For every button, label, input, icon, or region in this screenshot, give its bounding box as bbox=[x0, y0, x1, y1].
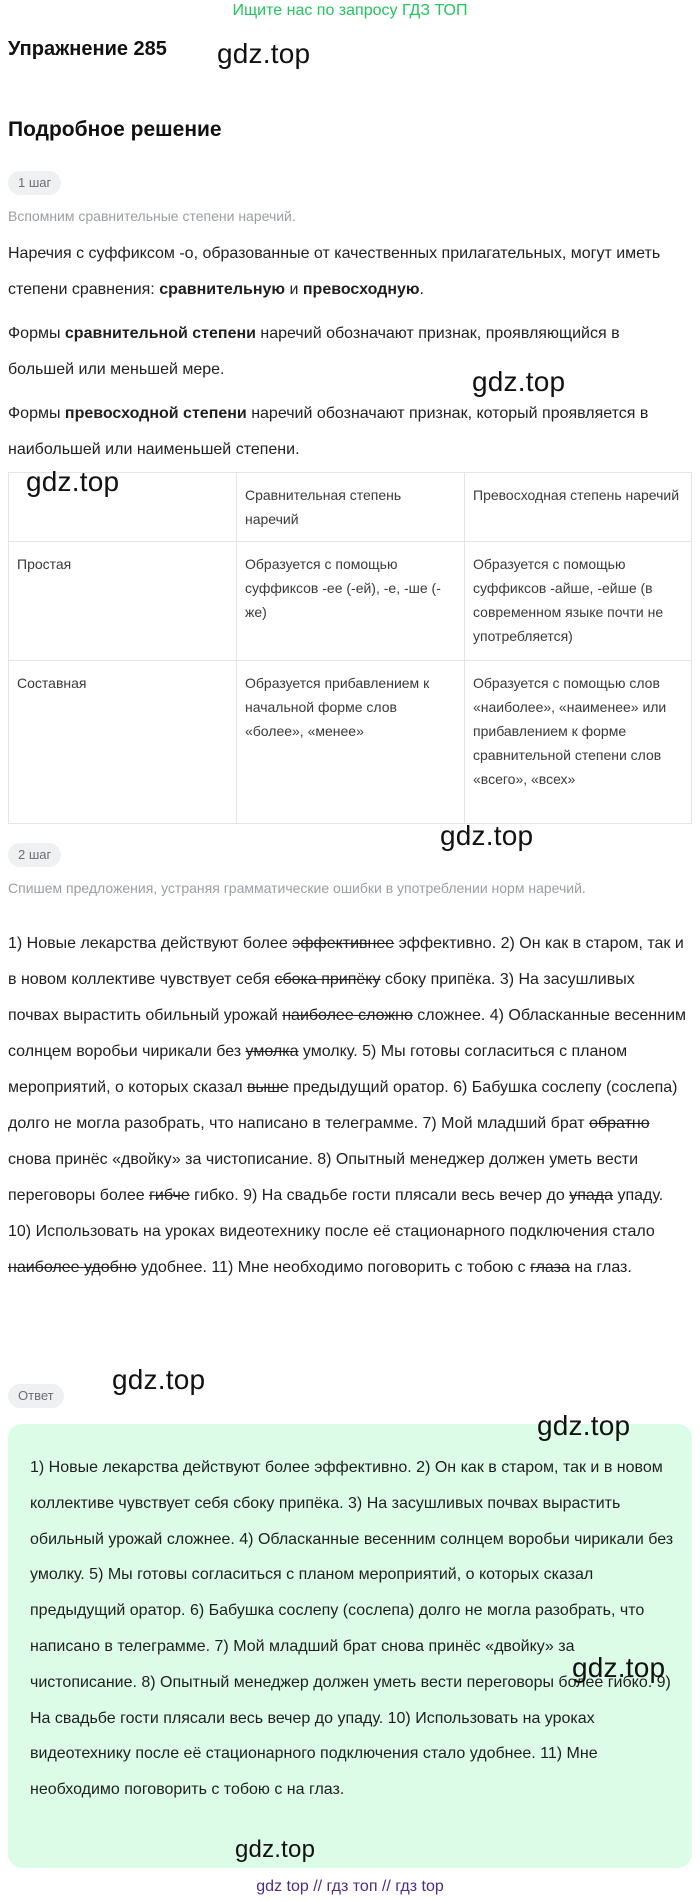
footer-links[interactable]: gdz top // гдз топ // гдз top bbox=[256, 1878, 444, 1895]
table-cell: Составная bbox=[9, 661, 237, 824]
answer-box bbox=[8, 1424, 692, 1868]
struck-word: обратно bbox=[589, 1115, 650, 1132]
sentence-text: сбоку припёка. 3) На засушливых почвах вырастить обильный урожай bbox=[8, 971, 635, 1024]
struck-word: гибче bbox=[149, 1187, 190, 1204]
text: и bbox=[285, 281, 303, 298]
struck-word: выше bbox=[247, 1079, 289, 1096]
bold-term: сравнительной степени bbox=[64, 325, 256, 342]
sentence-text: сложнее. 4) Обласканные весенним солнцем воробьи чирикали без bbox=[8, 1007, 687, 1060]
table-header-cell: Сравнительная степень наречий bbox=[237, 473, 465, 542]
answer-badge: Ответ bbox=[8, 1384, 64, 1408]
struck-word: упада bbox=[569, 1187, 613, 1204]
struck-word: наиболее удобно bbox=[8, 1259, 137, 1276]
search-banner[interactable]: Ищите нас по запросу ГДЗ ТОП bbox=[232, 2, 468, 19]
watermark: gdz.top bbox=[112, 1364, 206, 1395]
step-1-badge: 1 шаг bbox=[8, 171, 61, 195]
solution-title: Подробное решение bbox=[8, 118, 222, 141]
struck-word: умолка bbox=[245, 1043, 299, 1060]
sentence-text: на глаз. bbox=[569, 1259, 632, 1276]
bold-term: превосходной степени bbox=[64, 405, 247, 422]
watermark: gdz.top bbox=[572, 1652, 666, 1683]
text: . bbox=[419, 281, 424, 298]
step-1-paragraph-1 bbox=[8, 236, 688, 308]
sentence-text: эффективно. 2) Он как в старом, так и в новом коллективе чувствует себя bbox=[8, 935, 684, 988]
table-cell: Образуется с помощью слов «наиболее», «наименее» или прибавлением к форме сравнительной степени слов «всего», «всех» bbox=[465, 661, 692, 824]
watermark: gdz.top bbox=[440, 820, 534, 851]
watermark: gdz.top bbox=[26, 466, 120, 497]
bold-term: превосходную bbox=[302, 281, 420, 298]
text: Формы bbox=[8, 325, 65, 342]
table-row bbox=[9, 661, 692, 824]
watermark: gdz.top bbox=[235, 1836, 316, 1863]
text: наречий обозначают признак, проявляющийся в большей или меньшей мере. bbox=[8, 325, 620, 378]
watermark: gdz.top bbox=[537, 1410, 631, 1441]
step-1-paragraph-2 bbox=[8, 316, 688, 388]
degrees-table bbox=[8, 472, 692, 824]
answer-text: 1) Новые лекарства действуют более эффективно. 2) Он как в старом, так и в новом коллективе чувствует себя сбоку припёка. 3) На засушливых почвах вырастить обильный урожай сложнее. 4) Обласканные весенним солнцем воробьи чирикали без умолку. 5) Мы готовы согласиться с планом мероприятий, о которых сказал предыдущий оратор. 6) Бабушка сослепу (сослепа) долго не могла разобрать, что написано в телеграмме. 7) Мой младший брат снова принёс «двойку» за чистописание. 8) Опытный менеджер должен уметь вести переговоры более гибко. 9) На свадьбе гости плясали весь вечер до упаду. 10) Использовать на уроках видеотехнику после её стационарного подключения стало удобнее. 11) Мне необходимо поговорить с тобою с на глаз. bbox=[30, 1459, 674, 1799]
sentence-text: удобнее. 11) Мне необходимо поговорить с тобою с bbox=[136, 1259, 531, 1276]
step-2-note: Спишем предложения, устраняя грамматические ошибки в употреблении норм наречий. bbox=[8, 880, 586, 896]
exercise-title: Упражнение 285 bbox=[8, 38, 167, 60]
text: Наречия с суффиксом -о, образованные от качественных прилагательных, могут иметь степени сравнения: bbox=[8, 245, 661, 298]
text: наречий обозначают признак, который проявляется в наибольшей или наименьшей степени. bbox=[8, 405, 649, 458]
sentence-text: 1) Новые лекарства действуют более bbox=[8, 935, 293, 952]
sentence-text: снова принёс «двойку» за чистописание. 8) Опытный менеджер должен уметь вести переговоры более bbox=[8, 1151, 639, 1204]
watermark: gdz.top bbox=[472, 366, 566, 397]
sentence-text: упаду. 10) Использовать на уроках видеотехнику после её стационарного подключения стало bbox=[8, 1187, 664, 1240]
text: Формы bbox=[8, 405, 65, 422]
table-cell: Образуется с помощью суффиксов -ее (-ей), -е, -ше (-же) bbox=[237, 542, 465, 661]
step-2-sentences bbox=[8, 926, 688, 1286]
step-1-note: Вспомним сравнительные степени наречий. bbox=[8, 208, 296, 224]
sentence-text: предыдущий оратор. 6) Бабушка сослепу (сослепа) долго не могла разобрать, что написано в телеграмме. 7) Мой младший брат bbox=[8, 1079, 678, 1132]
struck-word: глаза bbox=[530, 1259, 570, 1276]
table-header-cell: Превосходная степень наречий bbox=[465, 473, 692, 542]
step-1-paragraph-3 bbox=[8, 396, 688, 468]
struck-word: наиболее сложно bbox=[282, 1007, 413, 1024]
sentence-text: гибко. 9) На свадьбе гости плясали весь вечер до bbox=[189, 1187, 570, 1204]
sentence-text: умолку. 5) Мы готовы согласиться с планом мероприятий, о которых сказал bbox=[8, 1043, 628, 1096]
table-cell: Образуется с помощью суффиксов -айше, -ейше (в современном языке почти не употребляется) bbox=[465, 542, 692, 661]
table-row bbox=[9, 542, 692, 661]
table-cell: Образуется прибавлением к начальной форме слов «более», «менее» bbox=[237, 661, 465, 824]
step-2-badge: 2 шаг bbox=[8, 843, 61, 867]
struck-word: сбока припёку bbox=[274, 971, 381, 988]
bold-term: сравнительную bbox=[159, 281, 286, 298]
table-cell: Простая bbox=[9, 542, 237, 661]
struck-word: эффективнее bbox=[292, 935, 395, 952]
watermark: gdz.top bbox=[217, 38, 311, 69]
